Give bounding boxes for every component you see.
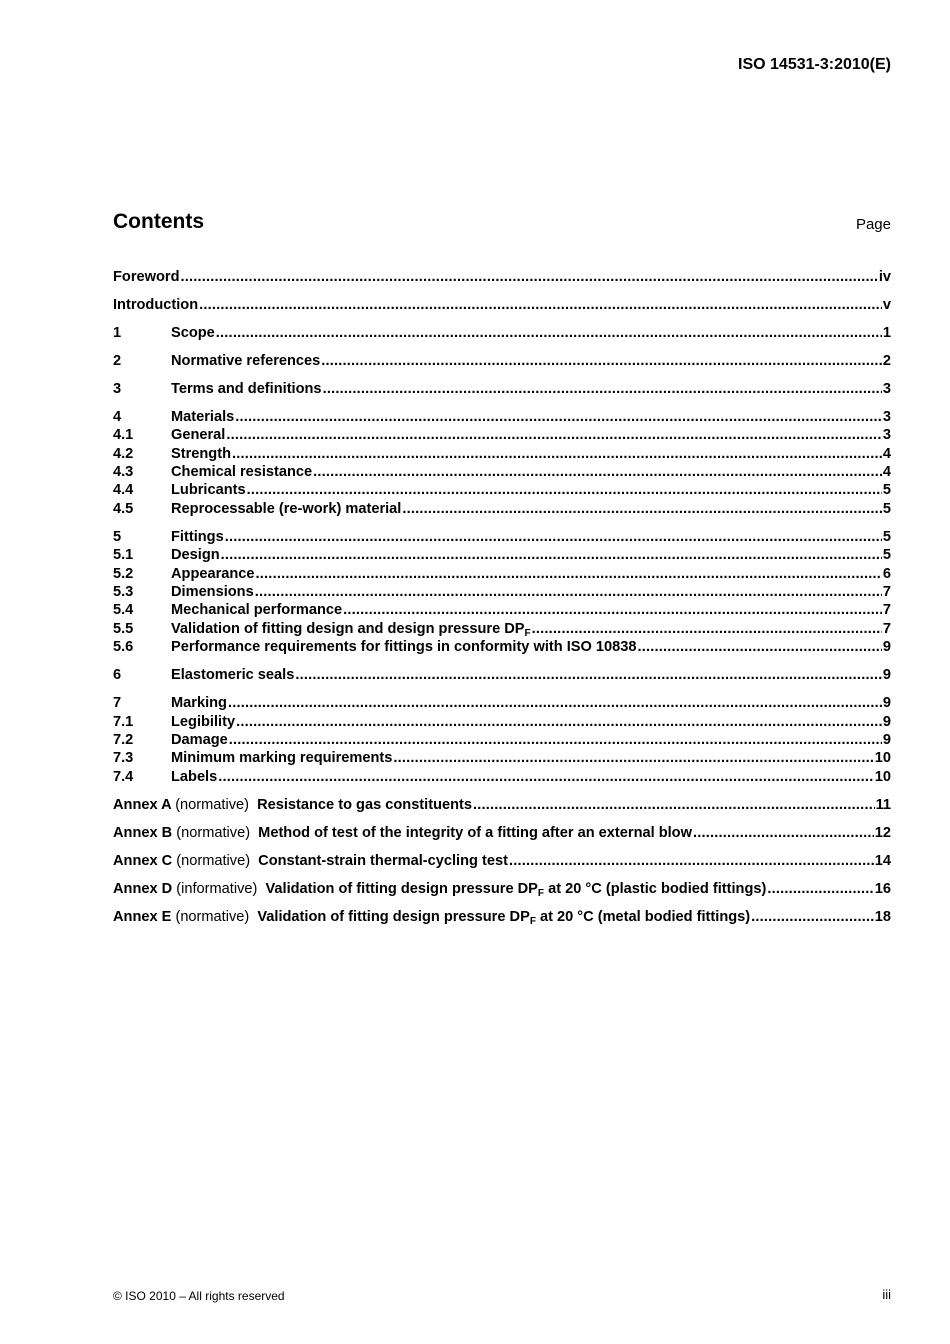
dot-leader [313,464,882,480]
toc-entry[interactable] [113,881,891,899]
dot-leader [221,547,882,563]
toc-entry-number: 6 [113,667,122,684]
toc-entry-title [113,797,472,813]
dot-leader [247,482,882,498]
toc-entry-title [171,325,215,341]
toc-entry-title [171,769,217,785]
toc-entry-page: 5 [882,500,891,517]
toc-entry-title-text: Fittings [171,528,224,545]
toc-entry-number: 5.2 [113,565,134,582]
annex-title: Resistance to gas constituents [257,796,473,813]
toc-entry[interactable] [113,825,891,843]
dot-leader [236,714,882,730]
dot-leader [693,825,874,841]
toc-entry-title [171,427,225,443]
toc-entry[interactable] [113,353,891,371]
toc-entry[interactable] [113,602,891,620]
dot-leader [323,381,882,397]
toc-entry[interactable] [113,547,891,565]
toc-entry-title [171,482,246,498]
toc-entry-number: 4.5 [113,500,134,517]
toc-entry-title [171,584,254,600]
dot-leader [226,427,882,443]
toc-entry[interactable] [113,501,891,519]
annex-kind: (normative) [175,908,250,925]
dot-leader [532,621,882,637]
toc-entry[interactable] [113,464,891,482]
dot-leader [232,446,882,462]
toc-entry-title [171,732,228,748]
toc-entry-number: 7.2 [113,731,134,748]
toc-entry[interactable] [113,732,891,750]
toc-entry-title-text: Strength [171,445,231,462]
toc-entry-title-text: Minimum marking requirements [171,750,393,767]
toc-entry-title [171,714,235,730]
dot-leader [180,269,877,285]
toc-entry-number: 5 [113,528,122,545]
toc-entry-page: 7 [882,620,891,637]
toc-entry[interactable] [113,853,891,871]
toc-entry[interactable] [113,909,891,927]
toc-entry-title-text: Elastomeric seals [171,667,295,684]
toc-entry[interactable] [113,269,891,287]
toc-entry-number: 7 [113,695,122,712]
toc-entry-title [171,750,392,766]
dot-leader [473,797,875,813]
toc-entry-title [171,409,234,425]
dot-leader [402,501,882,517]
toc-entry-page: 2 [882,352,891,369]
toc-entry[interactable] [113,325,891,343]
toc-entry-title-text: Chemical resistance [171,464,313,481]
toc-entry-title [171,621,531,637]
toc-entry-title [171,464,312,480]
toc-entry-title [113,881,766,897]
dot-leader [393,750,873,766]
toc-entry-page: 18 [874,908,891,925]
toc-entry-title-text: Performance requirements for fittings in conformity with ISO 10838 [171,639,637,656]
toc-entry-title-text: Appearance [171,565,255,582]
toc-entry-title [171,381,322,397]
dot-leader [218,769,874,785]
annex-label: Annex C [113,852,173,869]
annex-kind: (normative) [176,824,251,841]
toc-entry[interactable] [113,621,891,639]
toc-entry-number: 5.5 [113,620,134,637]
toc-entry-title-text: General [171,427,226,444]
toc-entry-title [171,639,636,655]
annex-label: Annex B [113,824,173,841]
toc-entry-title-text: Scope [171,324,215,341]
toc-entry[interactable] [113,409,891,427]
toc-entry-title-text: Design [171,547,220,564]
toc-entry-title-text: Mechanical performance [171,602,343,619]
dot-leader [637,639,881,655]
subscript: F [524,627,531,639]
toc-entry[interactable] [113,714,891,732]
toc-entry-number: 5.3 [113,584,134,601]
toc-entry-page: 5 [882,547,891,564]
toc-entry-page: 4 [882,464,891,481]
annex-title: Method of test of the integrity of a fitting after an external blow [258,824,692,841]
toc-entry-page: 10 [874,750,891,767]
toc-entry-page: 9 [882,667,891,684]
toc-entry[interactable] [113,427,891,445]
toc-entry[interactable] [113,566,891,584]
annex-title-suffix: at 20 °C (metal bodied fittings) [535,908,751,925]
document-id: ISO 14531-3:2010(E) [738,56,891,73]
toc-entry[interactable] [113,297,891,315]
toc-entry-page: 7 [882,584,891,601]
toc-entry[interactable] [113,797,891,815]
toc-entry-page: v [882,296,891,313]
toc-entry-number: 5.4 [113,602,134,619]
toc-entry-title-text: Materials [171,408,235,425]
toc-entry[interactable] [113,446,891,464]
dot-leader [767,881,873,897]
toc-entry-title [171,566,255,582]
toc-entry-number: 4.3 [113,464,134,481]
annex-kind: (normative) [175,796,249,813]
toc-entry-page: 9 [882,731,891,748]
annex-title-suffix: at 20 °C (plastic bodied fittings) [544,880,767,897]
toc-entry[interactable] [113,639,891,657]
toc-entry-page: 9 [882,639,891,656]
toc-entry-number: 5.6 [113,639,134,656]
toc-entry-title [113,269,179,285]
toc-entry-title-text: Terms and definitions [171,380,322,397]
toc-entry-title [113,825,692,841]
annex-label: Annex D [113,880,173,897]
toc-entry-title-text: Labels [171,768,218,785]
toc-entry-title-text: Introduction [113,296,199,313]
toc-entry-page: 6 [882,565,891,582]
toc-entry-page: 3 [882,380,891,397]
toc-entry-title [171,695,227,711]
toc-entry-number: 7.3 [113,750,134,767]
toc-entry-number: 1 [113,324,122,341]
dot-leader [343,602,882,618]
toc-entry-title-text: Lubricants [171,482,246,499]
toc-entry-page: iv [878,269,891,285]
toc-entry[interactable] [113,750,891,768]
toc-entry-title [113,853,508,869]
subscript: F [529,915,536,927]
toc-entry-page: 4 [882,445,891,462]
toc-entry-number: 5.1 [113,547,134,564]
toc-entry-title-text: Dimensions [171,584,254,601]
toc-entry-page: 16 [874,880,891,897]
toc-entry-number: 7.1 [113,713,134,730]
dot-leader [256,566,882,582]
toc-entry-page: 3 [882,408,891,425]
toc-entry-page: 9 [882,695,891,712]
toc-entry-title [171,667,294,683]
table-of-contents [113,269,891,927]
toc-entry-title-text: Foreword [113,269,180,285]
toc-entry-title-text: Reprocessable (re-work) material [171,500,402,517]
toc-entry-title [113,297,198,313]
toc-entry-number: 4.2 [113,445,134,462]
toc-entry-number: 2 [113,352,122,369]
annex-title: Validation of fitting design pressure DP [265,880,538,897]
dot-leader [216,325,882,341]
page-column-label: Page [855,216,891,233]
dot-leader [255,584,882,600]
toc-entry[interactable] [113,529,891,547]
toc-entry-number: 4.1 [113,427,134,444]
dot-leader [509,853,874,869]
toc-entry-title [171,353,320,369]
toc-entry-title [171,446,231,462]
toc-entry-title-text: Validation of fitting design and design pressure DP [171,620,525,637]
copyright-notice: © ISO 2010 – All rights reserved [113,1289,285,1303]
annex-title: Validation of fitting design pressure DP [257,908,530,925]
dot-leader [228,695,882,711]
toc-entry-number: 4 [113,408,122,425]
toc-entry-title-text: Damage [171,731,228,748]
dot-leader [225,529,882,545]
annex-label: Annex E [113,908,172,925]
toc-entry[interactable] [113,769,891,787]
toc-entry-title-text: Normative references [171,352,321,369]
toc-entry-page: 10 [874,768,891,785]
annex-title: Constant-strain thermal-cycling test [258,852,508,869]
dot-leader [235,409,882,425]
toc-entry-page: 1 [882,324,891,341]
dot-leader [199,297,882,313]
toc-entry-page: 9 [882,713,891,730]
contents-title: Contents [113,210,204,233]
toc-entry-number: 7.4 [113,768,134,785]
toc-entry-page: 3 [882,427,891,444]
toc-entry-page: 12 [874,824,891,841]
annex-kind: (normative) [176,852,251,869]
toc-entry-title [171,547,220,563]
toc-entry-title-text: Legibility [171,713,236,730]
toc-entry-page: 5 [882,482,891,499]
toc-entry[interactable] [113,482,891,500]
toc-entry-title [171,501,401,517]
toc-entry-page: 7 [882,602,891,619]
page-number: iii [882,1287,891,1302]
toc-entry-page: 11 [875,796,891,813]
toc-entry-title-text: Marking [171,695,227,712]
dot-leader [321,353,882,369]
toc-entry-title [171,529,224,545]
annex-label: Annex A [113,796,172,813]
toc-entry[interactable] [113,695,891,713]
toc-entry[interactable] [113,667,891,685]
subscript: F [537,887,545,899]
toc-entry-number: 3 [113,380,122,397]
toc-entry-number: 4.4 [113,482,134,499]
toc-entry[interactable] [113,381,891,399]
toc-entry[interactable] [113,584,891,602]
toc-entry-title [171,602,342,618]
dot-leader [229,732,882,748]
toc-entry-page: 5 [882,528,891,545]
toc-entry-page: 14 [874,852,891,869]
toc-entry-title [113,909,750,925]
dot-leader [295,667,882,683]
annex-kind: (informative) [176,880,258,897]
dot-leader [751,909,874,925]
